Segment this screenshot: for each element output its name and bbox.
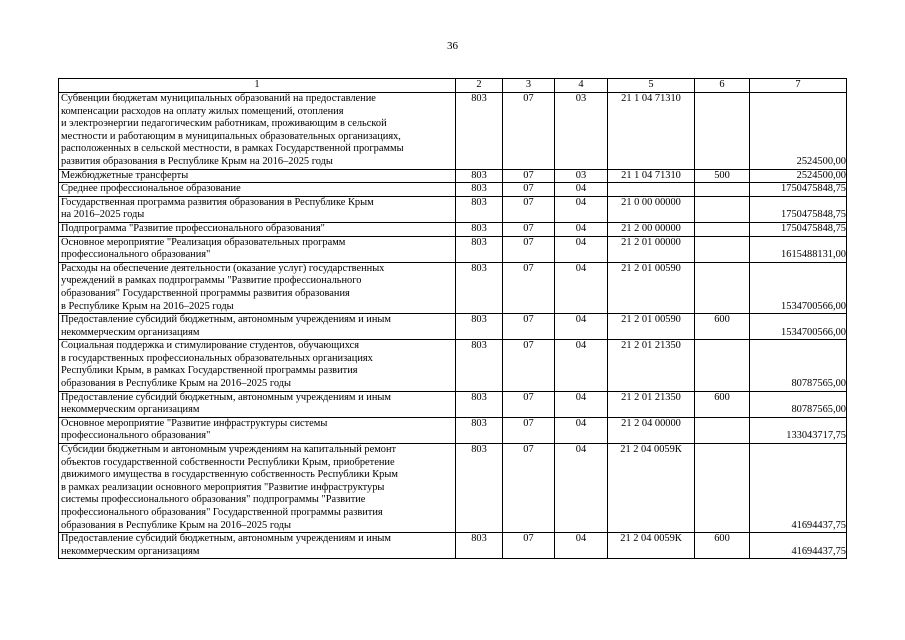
- row-name-line: образования" Государственной программы развития образования: [61, 287, 350, 299]
- row-rz: 07: [503, 417, 555, 443]
- row-pr: 04: [555, 391, 608, 417]
- row-name-line: Среднее профессиональное образование: [61, 183, 241, 195]
- row-name-line: объектов государственной собственности Республики Крым, приобретение: [61, 456, 395, 468]
- row-name-line: движимого имущества в государственную собственность Республики Крым: [61, 469, 398, 481]
- row-ved: 803: [456, 196, 503, 222]
- row-sum: 80787565,00: [750, 391, 847, 417]
- row-name-line: Предоставление субсидий бюджетным, автономным учреждениям и иным: [61, 314, 391, 326]
- row-pr: 04: [555, 340, 608, 391]
- row-csr: 21 2 04 0059К: [608, 444, 695, 533]
- row-csr: [608, 183, 695, 197]
- row-name-line: Субвенции бюджетам муниципальных образований на предоставление: [61, 93, 376, 104]
- row-vr: [695, 340, 750, 391]
- row-name-line: Расходы на обеспечение деятельности (оказание услуг) государственных: [61, 262, 385, 274]
- row-name-line: на 2016–2025 годы: [61, 209, 145, 221]
- row-name-line: профессионального образования": [61, 249, 211, 261]
- row-vr: [695, 222, 750, 236]
- row-vr: [695, 236, 750, 262]
- row-ved: 803: [456, 236, 503, 262]
- header-col-1: 1: [59, 79, 456, 93]
- row-csr: 21 2 04 00000: [608, 417, 695, 443]
- row-ved: 803: [456, 533, 503, 559]
- row-name-line: системы профессионального образования" подпрограммы "Развитие: [61, 494, 366, 506]
- row-vr: [695, 262, 750, 313]
- row-name-line: профессионального образования" Государственной программы развития: [61, 507, 383, 518]
- row-rz: 07: [503, 262, 555, 313]
- row-ved: 803: [456, 391, 503, 417]
- header-col-2: 2: [456, 79, 503, 93]
- row-vr: 600: [695, 314, 750, 340]
- row-ved: 803: [456, 417, 503, 443]
- row-name: [59, 222, 456, 236]
- row-csr: 21 2 01 00590: [608, 262, 695, 313]
- row-vr: [695, 196, 750, 222]
- row-ved: 803: [456, 169, 503, 183]
- row-sum: 133043717,75: [750, 417, 847, 443]
- row-name-line: Межбюджетные трансферты: [61, 169, 189, 181]
- row-name-line: Предоставление субсидий бюджетным, автономным учреждениям и иным: [61, 391, 391, 403]
- row-ved: 803: [456, 444, 503, 533]
- row-name-line: некоммерческим организациям: [61, 404, 200, 416]
- row-pr: 04: [555, 533, 608, 559]
- row-pr: 04: [555, 222, 608, 236]
- row-name-line: Основное мероприятие "Реализация образовательных программ: [61, 236, 346, 248]
- row-name-line: Подпрограмма "Развитие профессионального образования": [61, 222, 325, 234]
- row-rz: 07: [503, 533, 555, 559]
- row-name: [59, 236, 456, 262]
- row-pr: 04: [555, 196, 608, 222]
- row-rz: 07: [503, 169, 555, 183]
- table-row: [59, 222, 847, 236]
- row-sum: 2524500,00: [750, 93, 847, 170]
- row-pr: 04: [555, 444, 608, 533]
- row-name-line: Предоставление субсидий бюджетным, автономным учреждениям и иным: [61, 533, 391, 545]
- row-sum: 1750475848,75: [750, 183, 847, 197]
- row-name-line: Государственная программа развития образования в Республике Крым: [61, 196, 374, 208]
- row-vr: [695, 93, 750, 170]
- row-ved: 803: [456, 262, 503, 313]
- row-rz: 07: [503, 93, 555, 170]
- row-csr: 21 2 01 21350: [608, 391, 695, 417]
- row-name: [59, 169, 456, 183]
- row-name-line: некоммерческим организациям: [61, 326, 200, 338]
- table-row: [59, 533, 847, 559]
- row-vr: [695, 183, 750, 197]
- row-csr: 21 2 04 0059К: [608, 533, 695, 559]
- row-rz: 07: [503, 314, 555, 340]
- row-name-line: компенсации расходов на оплату жилых помещений, отопления: [61, 105, 344, 117]
- row-ved: 803: [456, 314, 503, 340]
- header-col-6: 6: [695, 79, 750, 93]
- row-pr: 04: [555, 262, 608, 313]
- row-name-line: образования в Республике Крым на 2016–2025 годы: [61, 378, 291, 390]
- row-rz: 07: [503, 236, 555, 262]
- row-sum: 2524500,00: [750, 169, 847, 183]
- row-name: [59, 391, 456, 417]
- table-row: [59, 93, 847, 170]
- row-pr: 04: [555, 183, 608, 197]
- row-name-line: в рамках реализации основного мероприятия "Развитие инфраструктуры: [61, 481, 385, 493]
- row-name-line: в Республике Крым на 2016–2025 годы: [61, 300, 234, 312]
- header-col-7: 7: [750, 79, 847, 93]
- table-body: [59, 79, 847, 559]
- row-name-line: Субсидии бюджетным и автономным учреждениям на капитальный ремонт: [61, 444, 397, 456]
- table-row: [59, 262, 847, 313]
- row-pr: 03: [555, 169, 608, 183]
- row-name: [59, 340, 456, 391]
- table-row: [59, 183, 847, 197]
- row-sum: 41694437,75: [750, 444, 847, 533]
- table-row: [59, 444, 847, 533]
- row-name-line: учреждений в рамках подпрограммы "Развитие профессионального: [61, 275, 362, 287]
- row-pr: 04: [555, 314, 608, 340]
- row-rz: 07: [503, 391, 555, 417]
- header-col-4: 4: [555, 79, 608, 93]
- row-ved: 803: [456, 340, 503, 391]
- row-rz: 07: [503, 196, 555, 222]
- row-pr: 03: [555, 93, 608, 170]
- header-col-3: 3: [503, 79, 555, 93]
- row-name-line: расположенных в сельской местности, в рамках Государственной программы: [61, 143, 404, 155]
- table-row: [59, 314, 847, 340]
- page-number: 36: [447, 40, 458, 52]
- row-csr: 21 1 04 71310: [608, 169, 695, 183]
- row-vr: 600: [695, 533, 750, 559]
- row-rz: 07: [503, 222, 555, 236]
- table-row: [59, 340, 847, 391]
- budget-table: [58, 78, 847, 559]
- row-name: [59, 314, 456, 340]
- row-csr: 21 2 01 21350: [608, 340, 695, 391]
- table-row: [59, 417, 847, 443]
- row-rz: 07: [503, 183, 555, 197]
- row-sum: 1750475848,75: [750, 196, 847, 222]
- row-pr: 04: [555, 236, 608, 262]
- row-name-line: развития образования в Республике Крым на 2016–2025 годы: [61, 155, 333, 167]
- row-name: [59, 196, 456, 222]
- row-ved: 803: [456, 222, 503, 236]
- row-vr: [695, 417, 750, 443]
- row-vr: 500: [695, 169, 750, 183]
- row-name: [59, 93, 456, 170]
- row-sum: 1750475848,75: [750, 222, 847, 236]
- row-sum: 1534700566,00: [750, 314, 847, 340]
- row-name-line: и электроэнергии педагогическим работникам, проживающим в сельской: [61, 118, 387, 130]
- row-ved: 803: [456, 93, 503, 170]
- row-name: [59, 417, 456, 443]
- row-name-line: профессионального образования": [61, 430, 211, 442]
- row-pr: 04: [555, 417, 608, 443]
- header-col-5: 5: [608, 79, 695, 93]
- row-csr: 21 2 00 00000: [608, 222, 695, 236]
- row-name-line: некоммерческим организациям: [61, 545, 200, 557]
- row-name-line: Социальная поддержка и стимулирование студентов, обучающихся: [61, 340, 360, 352]
- row-rz: 07: [503, 444, 555, 533]
- row-name-line: Основное мероприятие "Развитие инфраструктуры системы: [61, 417, 328, 429]
- row-sum: 41694437,75: [750, 533, 847, 559]
- row-name-line: в государственных профессиональных образовательных организациях: [61, 352, 373, 364]
- row-csr: 21 2 01 00000: [608, 236, 695, 262]
- row-name-line: местности и работающим в муниципальных образовательных организациях,: [61, 130, 401, 142]
- row-vr: [695, 444, 750, 533]
- row-sum: 80787565,00: [750, 340, 847, 391]
- row-rz: 07: [503, 340, 555, 391]
- table-row: [59, 391, 847, 417]
- row-name: [59, 444, 456, 533]
- row-name: [59, 533, 456, 559]
- row-name: [59, 183, 456, 197]
- row-csr: 21 1 04 71310: [608, 93, 695, 170]
- row-csr: 21 0 00 00000: [608, 196, 695, 222]
- row-csr: 21 2 01 00590: [608, 314, 695, 340]
- table-row: [59, 169, 847, 183]
- row-ved: 803: [456, 183, 503, 197]
- row-name: [59, 262, 456, 313]
- table-header-row: [59, 79, 847, 93]
- row-name-line: Республики Крым, в рамках Государственной программы развития: [61, 365, 358, 377]
- table-row: [59, 196, 847, 222]
- row-sum: 1615488131,00: [750, 236, 847, 262]
- row-name-line: образования в Республике Крым на 2016–2025 годы: [61, 519, 291, 531]
- table-row: [59, 236, 847, 262]
- row-sum: 1534700566,00: [750, 262, 847, 313]
- row-vr: 600: [695, 391, 750, 417]
